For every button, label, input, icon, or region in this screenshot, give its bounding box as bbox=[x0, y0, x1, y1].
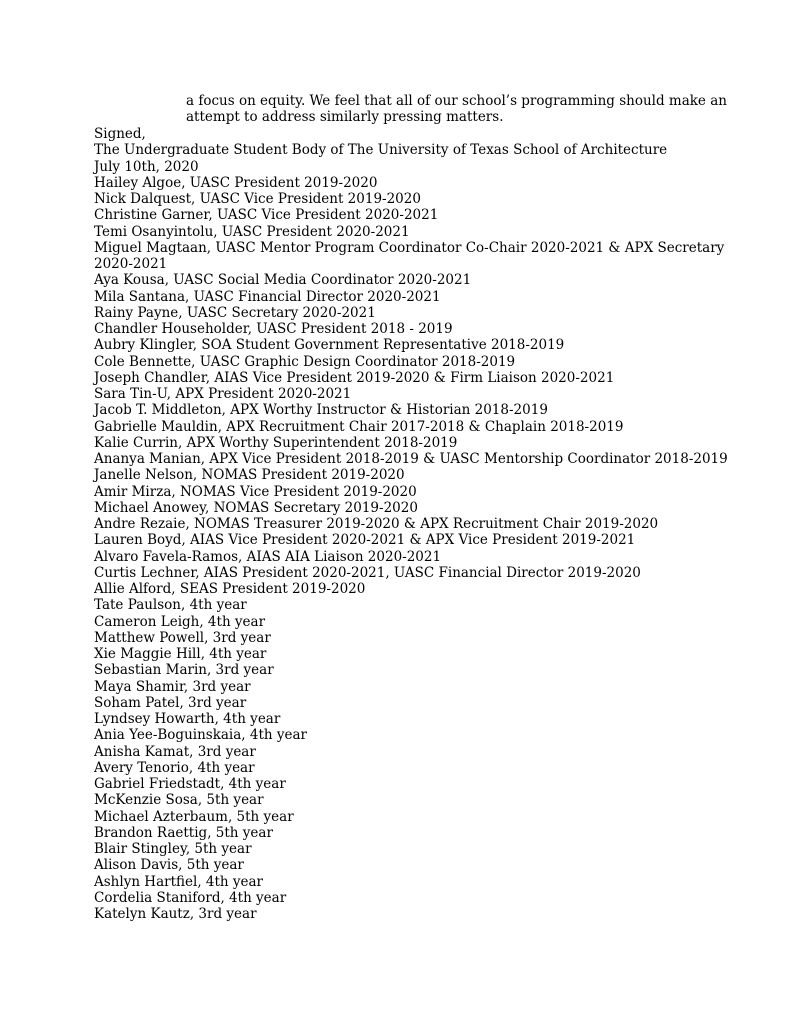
signatory: Joseph Chandler, AIAS Vice President 2019-2020 & Firm Liaison 2020-2021 bbox=[94, 369, 615, 386]
signatory: Avery Tenorio, 4th year bbox=[94, 759, 255, 776]
signatory: Gabriel Friedstadt, 4th year bbox=[94, 776, 286, 792]
signatory: Amir Mirza, NOMAS Vice President 2019-2020 bbox=[94, 483, 417, 500]
intro-line: a focus on equity. We feel that all of our school’s programming should make an bbox=[186, 93, 727, 109]
signatory: Rainy Payne, UASC Secretary 2020-2021 bbox=[94, 304, 376, 321]
signatory: Brandon Raettig, 5th year bbox=[94, 824, 273, 841]
signatory: Jacob T. Middleton, APX Worthy Instructor & Historian 2018-2019 bbox=[94, 402, 548, 419]
signatory: Hailey Algoe, UASC President 2019-2020 bbox=[94, 174, 378, 191]
signatory: Lyndsey Howarth, 4th year bbox=[94, 711, 281, 727]
signatory: Alison Davis, 5th year bbox=[94, 857, 244, 874]
signatory: Lauren Boyd, AIAS Vice President 2020-2021 & APX Vice President 2019-2021 bbox=[94, 532, 636, 549]
signatory: Matthew Powell, 3rd year bbox=[94, 629, 271, 646]
signatory: Aya Kousa, UASC Social Media Coordinator 2020-2021 bbox=[94, 272, 472, 289]
letter-date: July 10th, 2020 bbox=[94, 158, 199, 175]
signatory: Maya Shamir, 3rd year bbox=[94, 678, 251, 695]
signatory: Curtis Lechner, AIAS President 2020-2021, UASC Financial Director 2019-2020 bbox=[94, 564, 641, 581]
signatory: Ania Yee-Boguinskaia, 4th year bbox=[94, 727, 308, 744]
signatory: Anisha Kamat, 3rd year bbox=[94, 743, 256, 760]
signatory: Miguel Magtaan, UASC Mentor Program Coordinator Co-Chair 2020-2021 & APX Secretary 2020-2021 bbox=[94, 239, 725, 272]
signed-label: Signed, bbox=[94, 126, 146, 142]
signatory: Xie Maggie Hill, 4th year bbox=[94, 646, 267, 662]
signatory: Temi Osanyintolu, UASC President 2020-2021 bbox=[94, 223, 410, 240]
signatory: Michael Azterbaum, 5th year bbox=[94, 808, 294, 825]
signatory: Gabrielle Mauldin, APX Recruitment Chair 2017-2018 & Chaplain 2018-2019 bbox=[94, 418, 624, 435]
signatory: Blair Stingley, 5th year bbox=[94, 841, 252, 857]
signatory: Aubry Klingler, SOA Student Government Representative 2018-2019 bbox=[94, 337, 565, 354]
signatory: Cordelia Staniford, 4th year bbox=[94, 889, 287, 906]
signatory: Soham Patel, 3rd year bbox=[94, 694, 247, 711]
signatory: Tate Paulson, 4th year bbox=[94, 597, 247, 614]
signatory: Sebastian Marin, 3rd year bbox=[94, 662, 274, 679]
signatory: Allie Alford, SEAS President 2019-2020 bbox=[94, 581, 366, 597]
signatory: McKenzie Sosa, 5th year bbox=[94, 792, 264, 809]
signatory: Mila Santana, UASC Financial Director 2020-2021 bbox=[94, 288, 441, 305]
intro-paragraph bbox=[186, 93, 746, 126]
signatory: Nick Dalquest, UASC Vice President 2019-2020 bbox=[94, 191, 421, 207]
signing-body: The Undergraduate Student Body of The University of Texas School of Architecture bbox=[94, 142, 668, 159]
signatory: Andre Rezaie, NOMAS Treasurer 2019-2020 & APX Recruitment Chair 2019-2020 bbox=[94, 516, 659, 532]
signatory: Christine Garner, UASC Vice President 2020-2021 bbox=[94, 207, 439, 224]
signatory: Ananya Manian, APX Vice President 2018-2019 & UASC Mentorship Coordinator 2018-2019 bbox=[94, 451, 728, 467]
signatory: Cole Bennette, UASC Graphic Design Coordinator 2018-2019 bbox=[94, 353, 516, 370]
signatory: Janelle Nelson, NOMAS President 2019-2020 bbox=[94, 467, 405, 484]
signatory: Alvaro Favela-Ramos, AIAS AIA Liaison 2020-2021 bbox=[94, 548, 442, 565]
signatory: Michael Anowey, NOMAS Secretary 2019-2020 bbox=[94, 499, 418, 516]
signature-block bbox=[94, 126, 734, 922]
signatory: Cameron Leigh, 4th year bbox=[94, 613, 266, 630]
signatory: Chandler Householder, UASC President 2018 - 2019 bbox=[94, 321, 453, 337]
signatory: Kalie Currin, APX Worthy Superintendent 2018-2019 bbox=[94, 434, 458, 451]
signatory: Sara Tin-U, APX President 2020-2021 bbox=[94, 386, 352, 402]
signatory: Ashlyn Hartfiel, 4th year bbox=[94, 873, 264, 890]
signatory: Katelyn Kautz, 3rd year bbox=[94, 906, 257, 922]
intro-line: attempt to address similarly pressing matters. bbox=[186, 109, 504, 126]
